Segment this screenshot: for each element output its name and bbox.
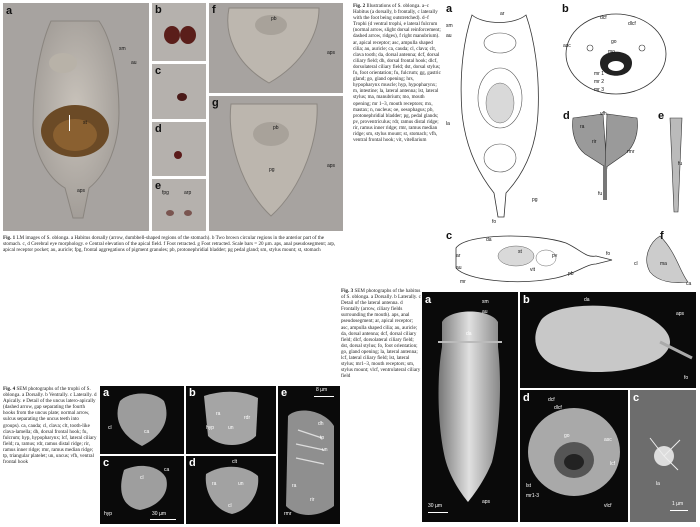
fig2-b-dlcf-label: dlcf bbox=[628, 21, 636, 27]
fig2-d-ra-label: ra bbox=[580, 124, 585, 130]
fig2-a-ar-label: ar bbox=[500, 11, 505, 17]
fig3-a-image bbox=[422, 292, 518, 522]
fig4-panel-b-letter: b bbox=[189, 387, 196, 399]
fig3-c-la-label: la bbox=[656, 481, 660, 487]
fig4-b-hyp-label: hyp bbox=[206, 425, 215, 431]
fig4-e-un-label: un bbox=[322, 447, 328, 453]
fig4-d-image bbox=[186, 456, 276, 524]
fig2-b-go-label: go bbox=[611, 39, 617, 45]
fig3-b-da-label: da bbox=[584, 297, 590, 303]
fig4-panel-a bbox=[100, 386, 184, 454]
fig2-c-au-label: au bbox=[456, 265, 462, 271]
fig3-panel-a-letter: a bbox=[425, 294, 432, 306]
fig4-panel-c-letter: c bbox=[103, 457, 110, 469]
fig4-b-un-label: un bbox=[228, 425, 234, 431]
fig4-caption-title: Fig. 4 bbox=[3, 386, 16, 392]
fig3-a-aps-label: aps bbox=[482, 499, 491, 505]
fig1-panel-c bbox=[152, 64, 206, 119]
fig1-a-arrow bbox=[69, 115, 70, 131]
fig3-c-scale-label: 1 µm bbox=[672, 501, 684, 507]
fig3-a-sm-label: sm bbox=[482, 299, 489, 305]
fig4-a-ca-label: ca bbox=[144, 429, 150, 435]
fig4-c-scalebar bbox=[150, 519, 176, 520]
fig3-b-fo-label: fo bbox=[684, 375, 689, 381]
fig1-caption-text: LM images of S. oblonga. a Habitus dorsally (arrow, dumbbell-shaped regions of the stomach). b Two brown circular regions in the anterior part of the stomach. c, d Cerebral eye morphology. e Central elevation of the apical field. f Foot retracted. g Foot retracted. Scale bars = 20 µm. aps, anal pseudosegment; arp, apical receptor pocket; au, auricle; fpg, frontal aggregations of pigment granules; pb, protonephridial bladder; pg pedal gland; sm, stylus mount; st, stomach bbox=[3, 235, 336, 254]
fig3-panel-b-letter: b bbox=[523, 294, 530, 306]
fig1-a-sm-label: sm bbox=[119, 46, 126, 52]
fig4-e-ra-label: ra bbox=[292, 483, 297, 489]
fig1-panel-e bbox=[152, 179, 206, 231]
fig2-a-sm-label: sm bbox=[446, 23, 453, 29]
fig4-d-clt-label: clt bbox=[232, 459, 237, 465]
fig3-a-scalebar bbox=[428, 512, 448, 513]
fig1-g-pb-label: pb bbox=[273, 125, 279, 131]
fig2-d-rir-label: rir bbox=[592, 139, 597, 145]
fig3-caption-text: SEM photographs of the habitus of S. oblonga. a Dorsally. b Laterally. c Detail of the lateral antenna. d Frontally (arrow, ciliary fields surrounding the mouth). aps, anal pseudosegment; ar, apical receptor; asc, ampulla shaped cilia; au, auricle; da, dorsal antenna; dcf, dorsal ciliary field; dlcf, dorsolateral ciliary field; dst, dorsal stylus; fo, foot orientation; go, gland opening; la, lateral antenna; lcf, lateral ciliary field; lst, lateral stylus; mr1–3, mouth receptors; sm, stylus mount; vlcf, ventrolateral ciliary field bbox=[341, 288, 421, 380]
fig2-c-ar-label: ar bbox=[456, 253, 461, 259]
fig2-caption-title: Fig. 2 bbox=[353, 3, 366, 9]
fig1-caption bbox=[3, 235, 343, 253]
fig3-d-asc-label: asc bbox=[604, 437, 612, 443]
fig3-caption bbox=[341, 288, 421, 379]
fig1-f-aps-label: aps bbox=[327, 50, 336, 56]
fig2-e-fu-label: fu bbox=[678, 161, 683, 167]
fig4-c-scale-label: 30 µm bbox=[152, 511, 166, 517]
fig2-c-pv-label: pv bbox=[552, 253, 558, 259]
fig2-c-mr-label: mr bbox=[460, 279, 466, 285]
fig2-b-mo-label: mo bbox=[608, 49, 615, 55]
fig4-e-rir-label: rir bbox=[310, 497, 315, 503]
fig3-d-dcf-label: dcf bbox=[548, 397, 555, 403]
fig4-b-rdr-label: rdr bbox=[244, 415, 251, 421]
fig3-d-mr-label: mr1-3 bbox=[526, 493, 540, 499]
fig2-d-vfh-label: vfh bbox=[600, 111, 607, 117]
fig4-e-scalebar bbox=[314, 396, 334, 397]
fig4-e-tp-label: tp bbox=[320, 435, 325, 441]
fig2-panel-e-letter: e bbox=[658, 110, 665, 122]
fig4-c-cl-label: cl bbox=[140, 475, 144, 481]
fig4-panel-d bbox=[186, 456, 276, 524]
fig4-a-image bbox=[100, 386, 184, 454]
fig2-caption bbox=[353, 3, 441, 143]
fig1-e-fpg-label: fpg bbox=[162, 190, 169, 196]
fig3-b-image bbox=[520, 292, 696, 388]
fig2-d-rmr-label: rmr bbox=[627, 149, 635, 155]
fig3-c-image bbox=[630, 390, 696, 522]
fig2-c-pb-label: pb bbox=[568, 271, 574, 277]
fig1-a-aps-label: aps bbox=[77, 188, 86, 194]
fig3-d-lst-label: lst bbox=[526, 483, 531, 489]
fig4-e-image bbox=[278, 386, 340, 524]
fig3-a-da-label: da bbox=[466, 331, 472, 337]
fig4-panel-a-letter: a bbox=[103, 387, 110, 399]
fig2-a-au-label: au bbox=[446, 33, 452, 39]
fig2-f-cl-label: cl bbox=[634, 261, 638, 267]
fig4-panel-b bbox=[186, 386, 276, 454]
fig1-caption-title: Fig. 1 bbox=[3, 235, 16, 241]
fig4-c-ca-label: ca bbox=[164, 467, 170, 473]
fig1-e-arp-label: arp bbox=[184, 190, 192, 196]
fig2-b-dcf-label: dcf bbox=[600, 15, 607, 21]
fig2-c-fo-label: fo bbox=[606, 251, 611, 257]
fig2-a-la-label: la bbox=[446, 121, 450, 127]
fig3-panel-b bbox=[520, 292, 696, 388]
fig1-g-pg-label: pg bbox=[269, 167, 275, 173]
fig1-panel-g-letter: g bbox=[212, 97, 219, 109]
fig4-b-ra-label: ra bbox=[216, 411, 221, 417]
fig2-c-st-label: st bbox=[518, 249, 522, 255]
fig1-panel-a-letter: a bbox=[6, 5, 13, 17]
fig1-a-rotifer-image bbox=[3, 3, 149, 231]
fig4-caption bbox=[3, 386, 97, 465]
fig3-b-aps-label: aps bbox=[676, 311, 685, 317]
fig4-a-cl-label: cl bbox=[108, 425, 112, 431]
fig3-panel-d bbox=[520, 390, 628, 522]
fig1-panel-f bbox=[209, 3, 343, 93]
fig1-panel-f-letter: f bbox=[212, 4, 216, 16]
fig4-panel-c bbox=[100, 456, 184, 524]
fig1-panel-e-letter: e bbox=[155, 180, 162, 192]
fig4-b-image bbox=[186, 386, 276, 454]
fig3-d-dlcf-label: dlcf bbox=[554, 405, 562, 411]
fig3-a-au-label: au bbox=[482, 309, 488, 315]
fig4-panel-e bbox=[278, 386, 340, 524]
fig4-e-rmr-label: rmr bbox=[284, 511, 292, 517]
fig3-panel-d-letter: d bbox=[523, 392, 530, 404]
fig3-d-vlcf-label: vlcf bbox=[604, 503, 612, 509]
fig1-g-image bbox=[209, 96, 343, 231]
fig4-c-hyp-label: hyp bbox=[104, 511, 113, 517]
fig2-panel-c-letter: c bbox=[446, 230, 453, 242]
fig3-panel-c bbox=[630, 390, 696, 522]
fig4-e-scale-label: 8 µm bbox=[316, 387, 328, 393]
fig3-panel-c-letter: c bbox=[633, 392, 640, 404]
fig4-e-dh-label: dh bbox=[318, 421, 324, 427]
fig2-f-ma-label: ma bbox=[660, 261, 667, 267]
fig2-b-drawing bbox=[560, 8, 672, 98]
fig1-f-pb-label: pb bbox=[271, 16, 277, 22]
fig2-a-drawing bbox=[444, 3, 552, 225]
fig2-b-asc-label: asc bbox=[563, 43, 571, 49]
fig4-panel-e-letter: e bbox=[281, 387, 288, 399]
fig3-a-scale-label: 30 µm bbox=[428, 503, 442, 509]
fig4-caption-text: SEM photographs of the trophi of S. oblonga. a Dorsally. b Ventrally. c Laterally. d Apically. e Detail of the uncus latero-apically (dashed arrow, gap separating the fourth hooks from the uncus plate; normal arrow, sulcus separating the uncus teeth into groups). ca, cauda; cl, clava; clt, tooth-like clava-lamella; dh, dorsal frontal hook; fu, fulcrum; hyp, hypopharynx; lcf, lateral ciliary field; ra, ramus; rdr, ramus distal ridge; rir, ramus inner ridge; rmr, ramus median ridge; tp, triangular platelet; un, uncus; vfh, ventral frontal hook bbox=[3, 386, 97, 466]
fig2-c-vit-label: vit bbox=[530, 267, 535, 273]
fig1-panel-c-letter: c bbox=[155, 65, 162, 77]
fig1-g-aps-label: aps bbox=[327, 163, 336, 169]
fig2-panel-f-letter: f bbox=[660, 230, 664, 242]
fig4-d-ra-label: ra bbox=[212, 481, 217, 487]
fig4-c-image bbox=[100, 456, 184, 524]
fig1-panel-g bbox=[209, 96, 343, 231]
fig2-c-drawing bbox=[446, 228, 616, 288]
fig2-a-pg-label: pg bbox=[532, 197, 538, 203]
fig4-d-un-label: un bbox=[238, 481, 244, 487]
fig2-caption-text: Illustrations of S. oblonga. a–c Habitus (a dorsally, b frontally, c laterally with the foot being outstretched). d–f Trophi (d ventral trophi, e lateral fulcrum (normal arrow, slight dorsal reinforcement; dashed arrow, ridges), f right manubrium). ar, apical receptor; asc, ampulla shaped cilia; au, auricle; ca, cauda; cl, clava; clt, clava tooth; da, dorsal antenna; dcf, dorsal ciliary field; dh, dorsal frontal hook; dlcf, dorsolateral ciliary field; dst, dorsal stylus; fo, foot orientation; fu, fulcrum; gg, gastric gland; go, gland opening; hrs, hypopharynx muscle; hyp, hypopharynx; m, intestine; la, lateral antenna; lst, lateral stylus; ma, manubrium; mo, mouth opening; mr 1–3, mouth receptors; mx, mastax; n, nucleus; oe, oesophagus; pb, protonephridial bladder; pg, pedal glands; pv, proventriculus; rdr, ramus distal ridge; rir, ramus inner ridge; rmr, ramus median ridge; sm, stylus mount; st, stomach; vfh, ventral frontal hook; vit, vitellarium bbox=[353, 3, 441, 144]
fig3-c-scalebar bbox=[670, 510, 688, 511]
fig2-b-mr3-label: mr 3 bbox=[594, 87, 604, 93]
fig2-panel-b-letter: b bbox=[562, 3, 569, 15]
fig2-a-fo-label: fo bbox=[492, 219, 497, 225]
fig1-panel-d-letter: d bbox=[155, 123, 162, 135]
fig1-panel-b-letter: b bbox=[155, 4, 162, 16]
fig4-d-cl-label: cl bbox=[228, 503, 232, 509]
fig3-d-lcf-label: lcf bbox=[610, 461, 615, 467]
fig1-a-au-label: au bbox=[131, 60, 137, 66]
fig2-c-da-label: da bbox=[486, 237, 492, 243]
fig2-d-fu-label: fu bbox=[598, 191, 603, 197]
fig2-b-mr1-label: mr 1 bbox=[594, 71, 604, 77]
fig2-e-drawing bbox=[660, 112, 696, 222]
fig2-b-mr2-label: mr 2 bbox=[594, 79, 604, 85]
fig2-f-ca-label: ca bbox=[686, 281, 692, 287]
fig3-d-go-label: go bbox=[564, 433, 570, 439]
fig3-panel-a bbox=[422, 292, 518, 522]
fig1-panel-a bbox=[3, 3, 149, 231]
fig1-panel-b bbox=[152, 3, 206, 61]
fig1-panel-d bbox=[152, 122, 206, 176]
fig4-panel-d-letter: d bbox=[189, 457, 196, 469]
fig2-panel-a-letter: a bbox=[446, 3, 453, 15]
fig3-caption-title: Fig. 3 bbox=[341, 288, 354, 294]
fig1-a-st-label: st bbox=[83, 120, 87, 126]
fig2-d-drawing bbox=[565, 108, 645, 204]
fig2-panel-d-letter: d bbox=[563, 110, 570, 122]
